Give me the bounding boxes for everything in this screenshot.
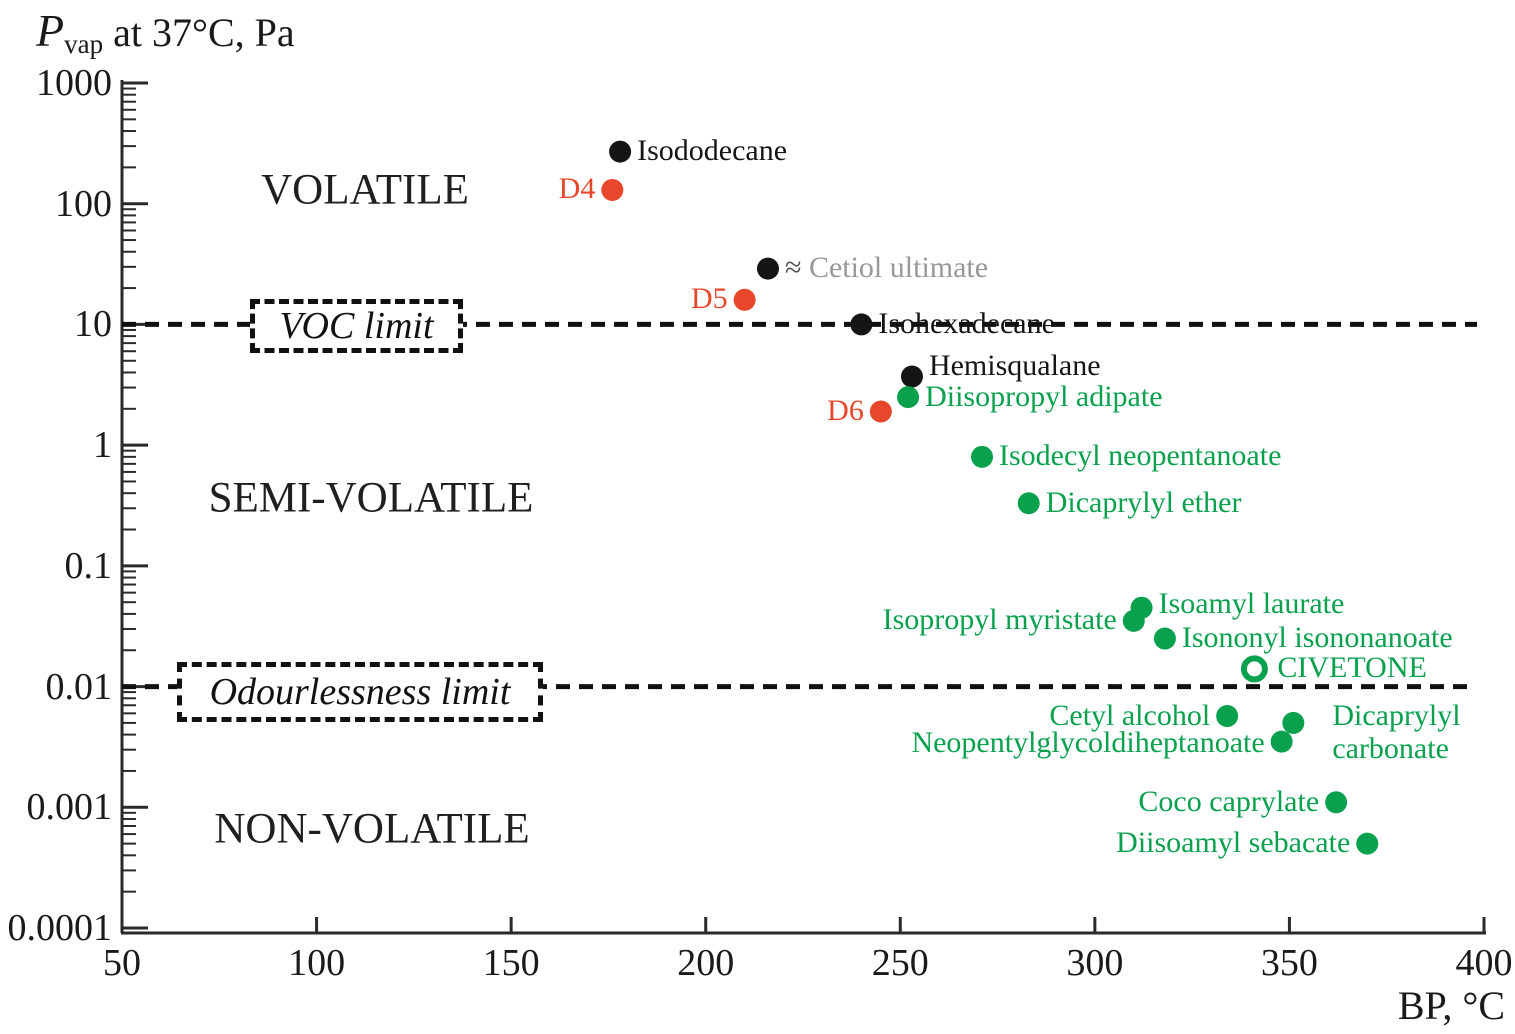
data-point-label-text: Diisoamyl sebacate <box>1116 826 1351 860</box>
y-tick-label: 0.1 <box>64 544 112 587</box>
data-point <box>1018 492 1040 514</box>
data-point-label <box>559 172 596 205</box>
data-point <box>1356 833 1378 855</box>
data-point-label-text: Isononyl isononanoate <box>1181 621 1453 655</box>
odourlessness-limit-box <box>177 662 543 722</box>
data-point-label-text: Coco caprylate <box>1138 784 1320 818</box>
data-point-label <box>925 380 1162 413</box>
data-point-label-text: D4 <box>558 172 596 206</box>
data-point <box>971 446 993 468</box>
x-tick-label: 100 <box>288 942 346 984</box>
x-tick-label: 200 <box>677 942 735 984</box>
data-point-label-text: Neopentylglycoldiheptanoate <box>911 726 1265 760</box>
data-point <box>850 313 872 335</box>
data-point-label <box>999 439 1281 472</box>
pvap-symbol: P <box>36 5 65 56</box>
data-point-label <box>691 282 728 315</box>
data-point <box>1271 731 1293 753</box>
data-point <box>1123 610 1145 632</box>
approx-sign: ≈ <box>784 251 809 285</box>
data-point-label-text: Isoamyl laurate <box>1158 587 1345 621</box>
data-point-label <box>1116 826 1350 859</box>
data-point-label-text: Cetiol ultimate <box>808 251 989 285</box>
data-point-label <box>785 251 988 284</box>
data-point <box>757 258 779 280</box>
data-point-label-text: carbonate <box>1332 731 1449 765</box>
data-point-label-text: CIVETONE <box>1277 651 1427 685</box>
data-point-label-text: Diisopropyl adipate <box>925 379 1163 413</box>
x-tick-label: 350 <box>1260 942 1318 984</box>
data-point-label <box>1182 621 1453 654</box>
y-tick-label: 100 <box>55 182 112 225</box>
voc-limit-box <box>250 299 463 353</box>
data-point <box>1216 705 1238 727</box>
data-point <box>1325 791 1347 813</box>
data-point-label <box>827 394 864 427</box>
y-tick-label: 0.0001 <box>7 907 112 949</box>
data-point-label <box>1046 486 1242 519</box>
x-tick-label: 50 <box>103 942 141 984</box>
y-tick-label: 0.01 <box>45 665 112 708</box>
region-label-semi-volatile: SEMI-VOLATILE <box>208 474 534 522</box>
odourlessness-limit-label: Odourlessness limit <box>209 671 511 713</box>
data-point <box>1282 712 1304 734</box>
data-point-label <box>929 349 1101 382</box>
y-tick-label: 10 <box>74 303 112 346</box>
pvap-subscript: vap <box>64 29 104 59</box>
data-point-label <box>883 603 1117 636</box>
data-point-label-text: Dicaprylyl <box>1332 698 1461 732</box>
data-point-label <box>1138 785 1319 818</box>
x-tick-label: 150 <box>482 942 540 984</box>
data-point-label-text: Dicaprylyl ether <box>1045 485 1242 519</box>
data-point-label <box>878 307 1055 340</box>
y-tick-label: 1000 <box>36 62 112 104</box>
region-label-volatile: VOLATILE <box>261 166 469 214</box>
data-point-label-text: Cetyl alcohol <box>1049 698 1211 732</box>
region-label-non-volatile: NON-VOLATILE <box>214 805 530 853</box>
y-tick-label: 1 <box>93 424 112 467</box>
chart-title-rest: at 37°C, Pa <box>103 10 295 55</box>
data-point-label-text: Hemisqualane <box>928 349 1101 383</box>
data-point-label-text: Isohexadecane <box>878 306 1055 340</box>
chart-title <box>36 4 295 60</box>
data-point-label <box>911 726 1264 759</box>
data-point-label-text: D5 <box>690 282 728 316</box>
data-point <box>901 366 923 388</box>
data-point <box>601 179 623 201</box>
x-tick-label: 400 <box>1455 942 1513 984</box>
data-point-label-text: Isododecane <box>637 134 788 168</box>
data-point-label-text: Isopropyl myristate <box>882 603 1117 637</box>
data-point-label <box>1332 699 1460 765</box>
data-point <box>870 400 892 422</box>
x-tick-label: 300 <box>1066 942 1124 984</box>
voc-limit-label: VOC limit <box>279 305 434 347</box>
data-point-label <box>1277 651 1426 684</box>
data-point <box>1154 628 1176 650</box>
data-point-label <box>1159 587 1345 620</box>
data-point-label-text: D6 <box>827 393 864 427</box>
data-point-open <box>1244 658 1265 679</box>
x-axis-label: BP, °C <box>1397 983 1505 1028</box>
data-point <box>897 386 919 408</box>
data-point-label-text: Isodecyl neopentanoate <box>999 439 1282 473</box>
data-point-label <box>637 134 787 167</box>
x-tick-label: 250 <box>871 942 929 984</box>
y-tick-label: 0.001 <box>26 786 112 829</box>
data-point <box>734 289 756 311</box>
data-point <box>609 141 631 163</box>
